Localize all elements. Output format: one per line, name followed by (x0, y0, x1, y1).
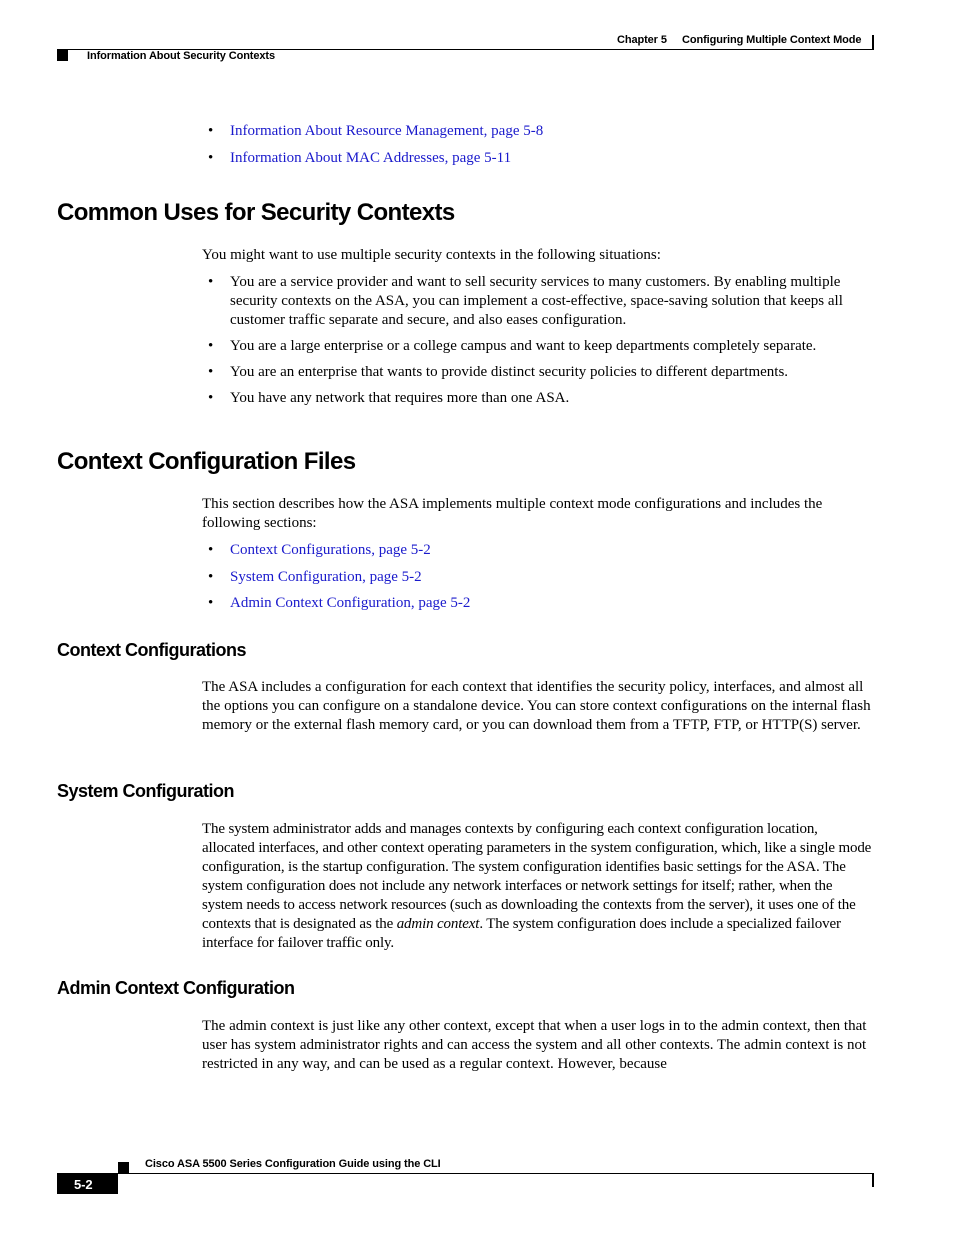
common-uses-bullet-1: You are a service provider and want to sell security services to many customers. By enabling multiple security contexts on the ASA, you can implement a cost-effective, space-saving solution that keeps all customer traffic separate and secure, and also eases configuration. (230, 274, 843, 328)
common-uses-bullet-4: You have any network that requires more than one ASA. (230, 390, 570, 406)
footer-right-tick (872, 1173, 874, 1187)
footer-page-number: 5-2 (74, 1177, 93, 1192)
link-admin-context-configuration[interactable]: Admin Context Configuration, page 5-2 (230, 595, 471, 611)
header-right-tick (872, 35, 874, 50)
header-chapter-title: Configuring Multiple Context Mode (682, 34, 862, 46)
config-files-intro: This section describes how the ASA implements multiple context mode configurations and includes the following sections: (202, 496, 823, 531)
header-chapter: Chapter 5 (617, 34, 667, 46)
common-uses-bullet-3: You are an enterprise that wants to provide distinct security policies to different departments. (230, 364, 789, 380)
top-link-list (202, 122, 874, 168)
footer-rule (57, 1173, 874, 1174)
common-uses-list (202, 273, 874, 408)
header-section: Information About Security Contexts (87, 50, 275, 62)
subsection-title-system-configuration: System Configuration (57, 781, 235, 801)
footer-page-tab (57, 1174, 118, 1194)
system-configuration-text (202, 820, 874, 953)
system-configuration-text-end: . The system configuration does include a specialized failover interface for failover traffic only. (202, 916, 841, 951)
list-item: • Admin Context Configuration, page 5-2 (208, 595, 471, 611)
list-item: • You are a large enterprise or a college campus and want to keep departments completely separate. (208, 338, 817, 354)
footer-guide-title: Cisco ASA 5500 Series Configuration Guide using the CLI (145, 1158, 441, 1170)
subsection-title-admin-context: Admin Context Configuration (57, 978, 295, 998)
context-configurations-text: The ASA includes a configuration for each context that identifies the security policy, interfaces, and almost all the options you can configure on a standalone device. You can store context configurations on the internal flash memory or the external flash memory card, or you can download them from a TFTP, FTP, or HTTP(S) server. (202, 679, 871, 733)
list-item: • Information About MAC Addresses, page 5-11 (208, 150, 512, 166)
list-item: • Information About Resource Management, page 5-8 (208, 123, 544, 139)
config-files-link-list (202, 541, 874, 613)
list-item: • Context Configurations, page 5-2 (208, 542, 431, 558)
link-mac-addresses[interactable]: Information About MAC Addresses, page 5-11 (230, 150, 512, 166)
footer-marker (118, 1162, 129, 1173)
section-title-common-uses: Common Uses for Security Contexts (57, 199, 455, 226)
subsection-title-context-configurations: Context Configurations (57, 640, 246, 660)
list-item: • You are an enterprise that wants to provide distinct security policies to different departments. (208, 364, 789, 380)
admin-context-term: admin context (396, 916, 480, 932)
link-system-configuration[interactable]: System Configuration, page 5-2 (230, 569, 422, 585)
link-context-configurations[interactable]: Context Configurations, page 5-2 (230, 542, 431, 558)
list-item: • System Configuration, page 5-2 (208, 569, 422, 585)
list-item: • You have any network that requires more than one ASA. (208, 390, 570, 406)
common-uses-intro: You might want to use multiple security contexts in the following situations: (202, 247, 661, 263)
admin-context-text: The admin context is just like any other context, except that when a user logs in to the admin context, then that user has system administrator rights and can access the system and all other contexts. The admin context is not restricted in any way, and can be used as a regular context. However, because (202, 1018, 867, 1072)
common-uses-bullet-2: You are a large enterprise or a college campus and want to keep departments completely separate. (230, 338, 817, 354)
system-configuration-text-start: The system administrator adds and manages contexts by configuring each context configuration location, allocated interfaces, and other context operating parameters in the system configuration, which, like a single mode configuration, is the startup configuration. The system configuration identifies basic settings for the ASA. The system configuration does not include any network interfaces or network settings for itself; rather, when the system needs to access network resources (such as downloading the contexts from the server), it uses one of the contexts that is designated as the (202, 821, 872, 932)
link-resource-management[interactable]: Information About Resource Management, page 5-8 (230, 123, 544, 139)
list-item: • You are a service provider and want to sell security services to many customers. By enabling multiple security contexts on the ASA, you can implement a cost-effective, space-saving solution that keeps all customer traffic separate and secure, and also eases configuration. (208, 274, 843, 328)
section-title-config-files: Context Configuration Files (57, 448, 356, 475)
header-marker (57, 50, 68, 61)
